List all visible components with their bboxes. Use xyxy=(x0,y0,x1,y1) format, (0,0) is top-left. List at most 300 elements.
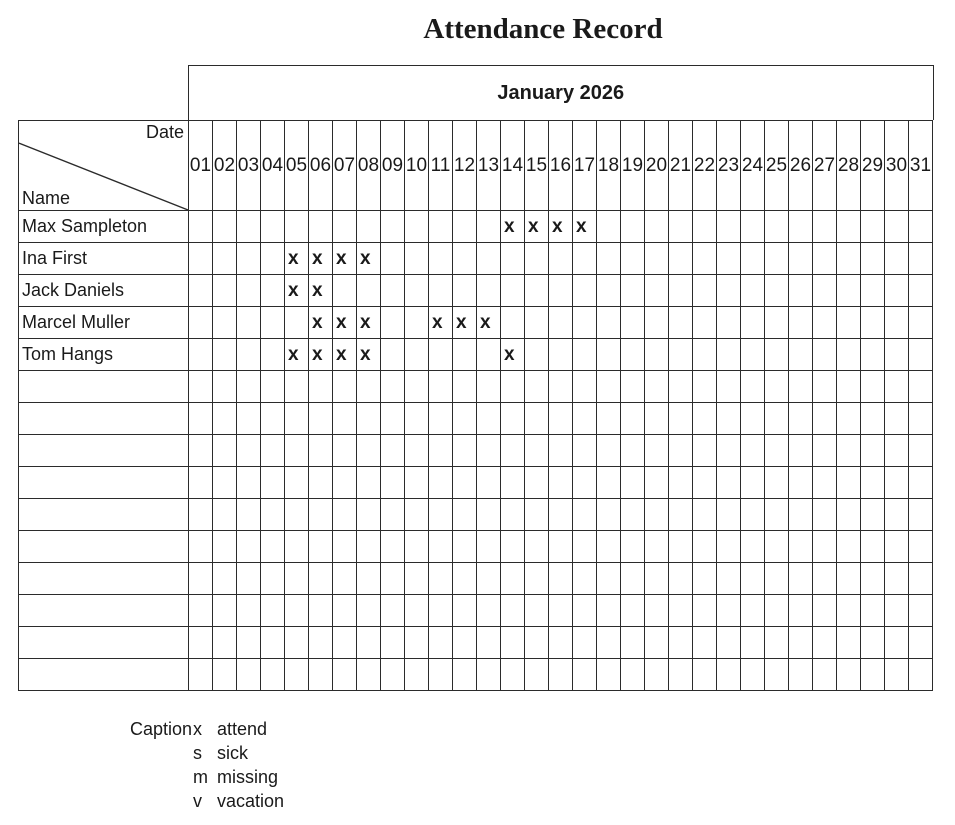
attendance-cell[interactable] xyxy=(885,659,909,691)
attendance-cell[interactable] xyxy=(909,627,933,659)
attendance-cell[interactable] xyxy=(381,563,405,595)
attendance-cell[interactable] xyxy=(501,243,525,275)
attendance-cell[interactable] xyxy=(717,499,741,531)
attendance-cell[interactable] xyxy=(213,307,237,339)
attendance-cell[interactable] xyxy=(357,371,381,403)
attendance-cell[interactable] xyxy=(237,275,261,307)
attendance-cell[interactable] xyxy=(381,627,405,659)
attendance-cell[interactable] xyxy=(693,563,717,595)
attendance-cell[interactable] xyxy=(237,467,261,499)
attendance-cell[interactable] xyxy=(453,403,477,435)
attendance-cell[interactable] xyxy=(525,307,549,339)
attendance-cell[interactable] xyxy=(453,371,477,403)
attendance-cell[interactable] xyxy=(261,307,285,339)
attendance-cell[interactable] xyxy=(597,339,621,371)
attendance-cell[interactable] xyxy=(837,499,861,531)
attendance-cell[interactable] xyxy=(597,371,621,403)
attendance-cell[interactable] xyxy=(261,211,285,243)
attendance-cell[interactable] xyxy=(429,371,453,403)
attendance-cell[interactable] xyxy=(261,339,285,371)
attendance-cell[interactable] xyxy=(429,563,453,595)
attendance-cell[interactable] xyxy=(309,467,333,499)
attendance-cell[interactable] xyxy=(525,531,549,563)
attendance-cell[interactable]: x xyxy=(549,211,573,243)
attendance-cell[interactable] xyxy=(213,243,237,275)
attendance-cell[interactable] xyxy=(861,243,885,275)
attendance-cell[interactable] xyxy=(261,243,285,275)
attendance-cell[interactable] xyxy=(309,371,333,403)
attendance-cell[interactable] xyxy=(333,563,357,595)
attendance-cell[interactable] xyxy=(837,435,861,467)
attendance-cell[interactable] xyxy=(357,659,381,691)
attendance-cell[interactable] xyxy=(501,275,525,307)
attendance-cell[interactable] xyxy=(549,435,573,467)
attendance-cell[interactable] xyxy=(717,243,741,275)
attendance-cell[interactable] xyxy=(309,211,333,243)
attendance-cell[interactable] xyxy=(573,531,597,563)
attendance-cell[interactable]: x xyxy=(501,339,525,371)
attendance-cell[interactable] xyxy=(837,595,861,627)
attendance-cell[interactable] xyxy=(741,211,765,243)
attendance-cell[interactable] xyxy=(885,339,909,371)
attendance-cell[interactable] xyxy=(573,627,597,659)
employee-name-cell[interactable] xyxy=(19,371,189,403)
attendance-cell[interactable] xyxy=(861,467,885,499)
attendance-cell[interactable] xyxy=(357,627,381,659)
attendance-cell[interactable] xyxy=(885,627,909,659)
attendance-cell[interactable] xyxy=(357,499,381,531)
employee-name-cell[interactable]: Jack Daniels xyxy=(19,275,189,307)
attendance-cell[interactable] xyxy=(717,563,741,595)
attendance-cell[interactable] xyxy=(453,467,477,499)
attendance-cell[interactable] xyxy=(405,371,429,403)
attendance-cell[interactable] xyxy=(765,531,789,563)
attendance-cell[interactable] xyxy=(573,435,597,467)
attendance-cell[interactable] xyxy=(237,243,261,275)
attendance-cell[interactable] xyxy=(741,339,765,371)
attendance-cell[interactable] xyxy=(261,595,285,627)
attendance-cell[interactable] xyxy=(669,531,693,563)
attendance-cell[interactable] xyxy=(741,403,765,435)
attendance-cell[interactable] xyxy=(645,211,669,243)
attendance-cell[interactable] xyxy=(405,467,429,499)
attendance-cell[interactable] xyxy=(477,499,501,531)
attendance-cell[interactable] xyxy=(309,531,333,563)
attendance-cell[interactable] xyxy=(333,211,357,243)
attendance-cell[interactable] xyxy=(453,659,477,691)
attendance-cell[interactable] xyxy=(909,659,933,691)
attendance-cell[interactable] xyxy=(621,403,645,435)
attendance-cell[interactable] xyxy=(669,275,693,307)
attendance-cell[interactable] xyxy=(789,659,813,691)
attendance-cell[interactable] xyxy=(309,659,333,691)
attendance-cell[interactable] xyxy=(213,435,237,467)
attendance-cell[interactable] xyxy=(261,435,285,467)
attendance-cell[interactable] xyxy=(525,563,549,595)
attendance-cell[interactable] xyxy=(669,467,693,499)
attendance-cell[interactable] xyxy=(405,659,429,691)
attendance-cell[interactable] xyxy=(501,531,525,563)
attendance-cell[interactable] xyxy=(477,435,501,467)
attendance-cell[interactable] xyxy=(837,275,861,307)
employee-name-cell[interactable] xyxy=(19,563,189,595)
attendance-cell[interactable] xyxy=(333,499,357,531)
attendance-cell[interactable] xyxy=(453,275,477,307)
attendance-cell[interactable] xyxy=(765,307,789,339)
attendance-cell[interactable] xyxy=(885,563,909,595)
attendance-cell[interactable] xyxy=(213,531,237,563)
attendance-cell[interactable] xyxy=(621,371,645,403)
attendance-cell[interactable] xyxy=(285,499,309,531)
attendance-cell[interactable] xyxy=(597,627,621,659)
attendance-cell[interactable] xyxy=(669,403,693,435)
attendance-cell[interactable] xyxy=(213,499,237,531)
employee-name-cell[interactable] xyxy=(19,531,189,563)
attendance-cell[interactable] xyxy=(453,563,477,595)
attendance-cell[interactable] xyxy=(813,339,837,371)
attendance-cell[interactable] xyxy=(765,243,789,275)
attendance-cell[interactable] xyxy=(693,659,717,691)
attendance-cell[interactable] xyxy=(429,595,453,627)
attendance-cell[interactable] xyxy=(813,595,837,627)
attendance-cell[interactable] xyxy=(189,243,213,275)
attendance-cell[interactable] xyxy=(573,499,597,531)
attendance-cell[interactable] xyxy=(189,595,213,627)
attendance-cell[interactable] xyxy=(405,211,429,243)
attendance-cell[interactable] xyxy=(501,435,525,467)
attendance-cell[interactable] xyxy=(357,467,381,499)
attendance-cell[interactable] xyxy=(861,659,885,691)
attendance-cell[interactable] xyxy=(885,307,909,339)
attendance-cell[interactable] xyxy=(501,659,525,691)
attendance-cell[interactable] xyxy=(333,371,357,403)
attendance-cell[interactable]: x xyxy=(309,307,333,339)
attendance-cell[interactable] xyxy=(717,659,741,691)
attendance-cell[interactable] xyxy=(381,435,405,467)
attendance-cell[interactable] xyxy=(189,563,213,595)
attendance-cell[interactable]: x xyxy=(429,307,453,339)
attendance-cell[interactable] xyxy=(573,563,597,595)
attendance-cell[interactable] xyxy=(477,275,501,307)
attendance-cell[interactable] xyxy=(789,211,813,243)
attendance-cell[interactable] xyxy=(525,659,549,691)
attendance-cell[interactable] xyxy=(861,595,885,627)
attendance-cell[interactable] xyxy=(813,467,837,499)
attendance-cell[interactable] xyxy=(549,467,573,499)
attendance-cell[interactable] xyxy=(669,211,693,243)
attendance-cell[interactable] xyxy=(285,403,309,435)
attendance-cell[interactable]: x xyxy=(285,275,309,307)
attendance-cell[interactable] xyxy=(645,339,669,371)
attendance-cell[interactable] xyxy=(741,307,765,339)
attendance-cell[interactable] xyxy=(381,371,405,403)
attendance-cell[interactable] xyxy=(717,627,741,659)
attendance-cell[interactable] xyxy=(909,563,933,595)
attendance-cell[interactable] xyxy=(861,371,885,403)
attendance-cell[interactable]: x xyxy=(525,211,549,243)
attendance-cell[interactable] xyxy=(237,499,261,531)
attendance-cell[interactable] xyxy=(573,403,597,435)
attendance-cell[interactable] xyxy=(525,435,549,467)
attendance-cell[interactable] xyxy=(645,467,669,499)
attendance-cell[interactable] xyxy=(909,243,933,275)
attendance-cell[interactable] xyxy=(189,371,213,403)
attendance-cell[interactable] xyxy=(645,563,669,595)
attendance-cell[interactable] xyxy=(765,211,789,243)
employee-name-cell[interactable] xyxy=(19,499,189,531)
attendance-cell[interactable] xyxy=(789,627,813,659)
attendance-cell[interactable] xyxy=(813,307,837,339)
attendance-cell[interactable] xyxy=(765,627,789,659)
attendance-cell[interactable] xyxy=(813,371,837,403)
attendance-cell[interactable] xyxy=(429,435,453,467)
attendance-cell[interactable] xyxy=(861,435,885,467)
attendance-cell[interactable] xyxy=(837,243,861,275)
attendance-cell[interactable] xyxy=(261,531,285,563)
attendance-cell[interactable] xyxy=(549,307,573,339)
attendance-cell[interactable] xyxy=(237,563,261,595)
attendance-cell[interactable] xyxy=(213,563,237,595)
attendance-cell[interactable] xyxy=(717,339,741,371)
attendance-cell[interactable] xyxy=(261,659,285,691)
attendance-cell[interactable] xyxy=(621,211,645,243)
attendance-cell[interactable] xyxy=(357,275,381,307)
attendance-cell[interactable] xyxy=(213,339,237,371)
attendance-cell[interactable] xyxy=(213,467,237,499)
attendance-cell[interactable] xyxy=(261,627,285,659)
attendance-cell[interactable] xyxy=(789,403,813,435)
employee-name-cell[interactable] xyxy=(19,435,189,467)
attendance-cell[interactable] xyxy=(813,563,837,595)
attendance-cell[interactable] xyxy=(693,627,717,659)
attendance-cell[interactable] xyxy=(837,531,861,563)
attendance-cell[interactable] xyxy=(237,211,261,243)
attendance-cell[interactable] xyxy=(909,531,933,563)
attendance-cell[interactable] xyxy=(333,275,357,307)
attendance-cell[interactable] xyxy=(573,339,597,371)
attendance-cell[interactable] xyxy=(885,595,909,627)
employee-name-cell[interactable]: Ina First xyxy=(19,243,189,275)
attendance-cell[interactable] xyxy=(645,371,669,403)
attendance-cell[interactable] xyxy=(189,467,213,499)
attendance-cell[interactable] xyxy=(333,627,357,659)
attendance-cell[interactable] xyxy=(237,659,261,691)
attendance-cell[interactable] xyxy=(453,339,477,371)
attendance-cell[interactable] xyxy=(405,563,429,595)
attendance-cell[interactable] xyxy=(477,531,501,563)
attendance-cell[interactable]: x xyxy=(309,243,333,275)
attendance-cell[interactable]: x xyxy=(333,339,357,371)
attendance-cell[interactable] xyxy=(573,467,597,499)
attendance-cell[interactable] xyxy=(381,339,405,371)
attendance-cell[interactable] xyxy=(333,403,357,435)
attendance-cell[interactable] xyxy=(357,403,381,435)
attendance-cell[interactable]: x xyxy=(285,339,309,371)
attendance-cell[interactable] xyxy=(861,307,885,339)
attendance-cell[interactable] xyxy=(525,627,549,659)
attendance-cell[interactable] xyxy=(789,563,813,595)
attendance-cell[interactable] xyxy=(381,499,405,531)
attendance-cell[interactable] xyxy=(405,339,429,371)
attendance-cell[interactable] xyxy=(837,211,861,243)
attendance-cell[interactable] xyxy=(861,531,885,563)
attendance-cell[interactable] xyxy=(213,275,237,307)
attendance-cell[interactable] xyxy=(309,435,333,467)
attendance-cell[interactable] xyxy=(381,595,405,627)
attendance-cell[interactable] xyxy=(669,659,693,691)
attendance-cell[interactable]: x xyxy=(357,243,381,275)
attendance-cell[interactable] xyxy=(477,371,501,403)
employee-name-cell[interactable] xyxy=(19,595,189,627)
attendance-cell[interactable] xyxy=(861,403,885,435)
attendance-cell[interactable] xyxy=(549,275,573,307)
attendance-cell[interactable] xyxy=(693,211,717,243)
attendance-cell[interactable] xyxy=(813,627,837,659)
attendance-cell[interactable] xyxy=(885,211,909,243)
attendance-cell[interactable] xyxy=(189,211,213,243)
attendance-cell[interactable] xyxy=(765,499,789,531)
attendance-cell[interactable] xyxy=(717,531,741,563)
attendance-cell[interactable] xyxy=(189,659,213,691)
attendance-cell[interactable] xyxy=(693,275,717,307)
attendance-cell[interactable] xyxy=(909,595,933,627)
attendance-cell[interactable] xyxy=(645,627,669,659)
attendance-cell[interactable] xyxy=(213,627,237,659)
attendance-cell[interactable] xyxy=(597,531,621,563)
attendance-cell[interactable] xyxy=(213,211,237,243)
attendance-cell[interactable] xyxy=(597,211,621,243)
attendance-cell[interactable] xyxy=(885,403,909,435)
attendance-cell[interactable] xyxy=(501,403,525,435)
attendance-cell[interactable] xyxy=(909,211,933,243)
attendance-cell[interactable] xyxy=(189,339,213,371)
attendance-cell[interactable] xyxy=(621,467,645,499)
employee-name-cell[interactable] xyxy=(19,403,189,435)
attendance-cell[interactable] xyxy=(741,467,765,499)
attendance-cell[interactable] xyxy=(573,371,597,403)
attendance-cell[interactable] xyxy=(621,659,645,691)
attendance-cell[interactable] xyxy=(237,595,261,627)
attendance-cell[interactable] xyxy=(789,531,813,563)
attendance-cell[interactable] xyxy=(381,307,405,339)
attendance-cell[interactable]: x xyxy=(453,307,477,339)
attendance-cell[interactable] xyxy=(837,659,861,691)
attendance-cell[interactable] xyxy=(909,435,933,467)
attendance-cell[interactable] xyxy=(885,435,909,467)
attendance-cell[interactable] xyxy=(501,627,525,659)
attendance-cell[interactable] xyxy=(285,531,309,563)
attendance-cell[interactable] xyxy=(477,211,501,243)
attendance-cell[interactable] xyxy=(405,435,429,467)
attendance-cell[interactable] xyxy=(669,563,693,595)
attendance-cell[interactable] xyxy=(525,467,549,499)
attendance-cell[interactable] xyxy=(285,627,309,659)
attendance-cell[interactable] xyxy=(813,435,837,467)
attendance-cell[interactable] xyxy=(525,499,549,531)
attendance-cell[interactable]: x xyxy=(333,307,357,339)
attendance-cell[interactable] xyxy=(501,467,525,499)
attendance-cell[interactable] xyxy=(333,659,357,691)
attendance-cell[interactable] xyxy=(573,243,597,275)
attendance-cell[interactable]: x xyxy=(333,243,357,275)
attendance-cell[interactable] xyxy=(885,243,909,275)
attendance-cell[interactable] xyxy=(861,339,885,371)
attendance-cell[interactable] xyxy=(549,563,573,595)
attendance-cell[interactable] xyxy=(261,275,285,307)
attendance-cell[interactable] xyxy=(213,595,237,627)
attendance-cell[interactable] xyxy=(189,531,213,563)
attendance-cell[interactable] xyxy=(765,339,789,371)
attendance-cell[interactable] xyxy=(237,307,261,339)
attendance-cell[interactable]: x xyxy=(285,243,309,275)
attendance-cell[interactable] xyxy=(789,275,813,307)
attendance-cell[interactable] xyxy=(549,339,573,371)
employee-name-cell[interactable] xyxy=(19,467,189,499)
attendance-cell[interactable] xyxy=(765,595,789,627)
attendance-cell[interactable] xyxy=(693,371,717,403)
attendance-cell[interactable] xyxy=(909,371,933,403)
attendance-cell[interactable] xyxy=(789,595,813,627)
attendance-cell[interactable] xyxy=(237,531,261,563)
attendance-cell[interactable] xyxy=(429,531,453,563)
attendance-cell[interactable] xyxy=(765,659,789,691)
attendance-cell[interactable] xyxy=(741,531,765,563)
attendance-cell[interactable] xyxy=(429,627,453,659)
attendance-cell[interactable] xyxy=(405,499,429,531)
attendance-cell[interactable] xyxy=(741,371,765,403)
attendance-cell[interactable] xyxy=(453,499,477,531)
attendance-cell[interactable] xyxy=(789,467,813,499)
attendance-cell[interactable] xyxy=(597,275,621,307)
attendance-cell[interactable] xyxy=(405,243,429,275)
attendance-cell[interactable] xyxy=(621,595,645,627)
employee-name-cell[interactable]: Marcel Muller xyxy=(19,307,189,339)
attendance-cell[interactable] xyxy=(765,467,789,499)
attendance-cell[interactable] xyxy=(765,435,789,467)
attendance-cell[interactable] xyxy=(525,339,549,371)
attendance-cell[interactable] xyxy=(549,595,573,627)
attendance-cell[interactable] xyxy=(501,307,525,339)
attendance-cell[interactable] xyxy=(813,531,837,563)
attendance-cell[interactable] xyxy=(861,499,885,531)
attendance-cell[interactable] xyxy=(717,467,741,499)
attendance-cell[interactable] xyxy=(621,275,645,307)
attendance-cell[interactable] xyxy=(429,403,453,435)
attendance-cell[interactable] xyxy=(237,627,261,659)
attendance-cell[interactable] xyxy=(237,371,261,403)
attendance-cell[interactable]: x xyxy=(357,339,381,371)
attendance-cell[interactable] xyxy=(453,435,477,467)
attendance-cell[interactable] xyxy=(909,467,933,499)
attendance-cell[interactable] xyxy=(477,403,501,435)
attendance-cell[interactable] xyxy=(597,435,621,467)
attendance-cell[interactable] xyxy=(741,435,765,467)
attendance-cell[interactable] xyxy=(885,371,909,403)
attendance-cell[interactable] xyxy=(741,627,765,659)
attendance-cell[interactable] xyxy=(669,595,693,627)
attendance-cell[interactable] xyxy=(309,595,333,627)
attendance-cell[interactable] xyxy=(525,371,549,403)
attendance-cell[interactable] xyxy=(573,307,597,339)
attendance-cell[interactable] xyxy=(525,275,549,307)
attendance-cell[interactable] xyxy=(909,339,933,371)
attendance-cell[interactable] xyxy=(429,275,453,307)
attendance-cell[interactable] xyxy=(285,659,309,691)
attendance-cell[interactable] xyxy=(285,435,309,467)
attendance-cell[interactable] xyxy=(717,403,741,435)
attendance-cell[interactable] xyxy=(261,499,285,531)
attendance-cell[interactable] xyxy=(693,531,717,563)
